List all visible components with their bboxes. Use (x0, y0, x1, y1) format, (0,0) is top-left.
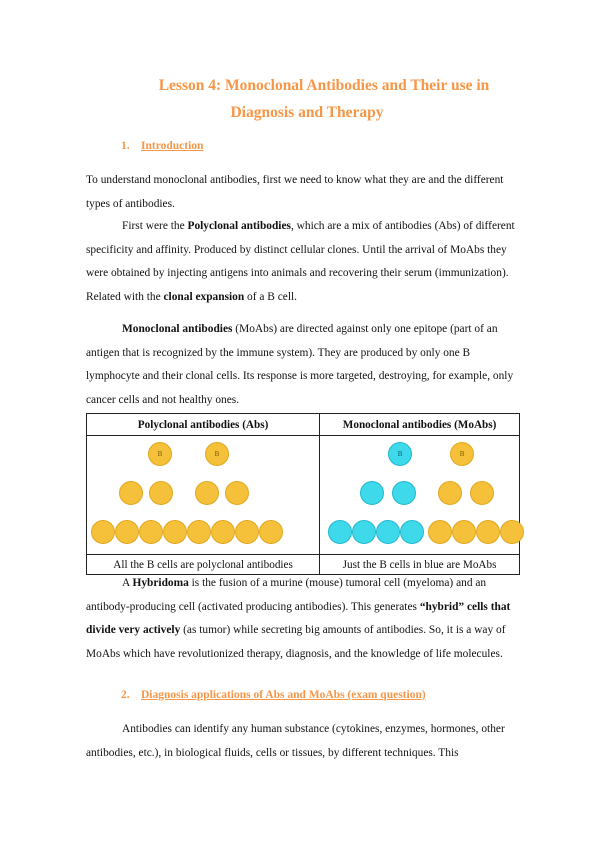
caption-polyclonal: All the B cells are polyclonal antibodies (87, 555, 320, 575)
b-cell-blue (376, 520, 400, 544)
header-polyclonal: Polyclonal antibodies (Abs) (87, 414, 320, 436)
caption-monoclonal: Just the B cells in blue are MoAbs (320, 555, 520, 575)
b-cell (149, 481, 173, 505)
term-polyclonal-antibodies: Polyclonal antibodies (187, 220, 291, 232)
intro-text: To understand monoclonal antibodies, first we need to know what they are and the different types of antibodies. (86, 174, 504, 210)
section-heading-introduction (121, 140, 203, 152)
b-cell (225, 481, 249, 505)
b-cell (187, 520, 211, 544)
text-run: of a B cell. (244, 290, 298, 303)
b-cell: B (205, 442, 229, 466)
text-run: A (122, 577, 133, 589)
b-cell-blue (400, 520, 424, 544)
b-cell: B (148, 442, 172, 466)
text-run: First were the (122, 220, 188, 232)
antibody-comparison-table (86, 413, 520, 575)
b-cell (470, 481, 494, 505)
b-cell (259, 520, 283, 544)
section-number: 2. (121, 689, 130, 701)
polyclonal-cell-pyramid (87, 436, 319, 554)
antibodies-paragraph (86, 718, 518, 765)
b-cell (211, 520, 235, 544)
text-run: (as tumor) while secreting big amounts of antibodies. So, it is a way of MoAbs which have revolutionized therapy, diagnosis, and the knowledge of life molecules. (86, 624, 506, 660)
b-cell-blue (392, 481, 416, 505)
b-cell (500, 520, 524, 544)
section-number: 1. (121, 140, 130, 152)
b-cell (428, 520, 452, 544)
b-cell (235, 520, 259, 544)
text-run: (MoAbs) are directed against only one epitope (part of an antigen that is recognized by the immune system). They are produced by only one B lymphocyte and their clonal cells. Its response is more targeted, destroying, for example, only cancer cells and not healthy ones. (86, 323, 514, 406)
b-cell (139, 520, 163, 544)
header-monoclonal: Monoclonal antibodies (MoAbs) (320, 414, 520, 436)
term-clonal-expansion: clonal expansion (163, 290, 245, 303)
text-run: , which are a mix of antibodies (Abs) of different specificity and affinity. Produced by distinct cellular clones. Until the arrival of MoAbs they were obtained by injecting antigens into animals and recovering their serum (immunization). Related with the (86, 220, 515, 303)
b-cell (195, 481, 219, 505)
antibodies-text: Antibodies can identify any human substance (cytokines, enzymes, hormones, other antibodies, etc.), in biological fluids, cells or tissues, by different techniques. This (86, 723, 505, 759)
lesson-title (0, 72, 600, 126)
hybridoma-paragraph (86, 572, 518, 666)
b-cell (452, 520, 476, 544)
b-cell (119, 481, 143, 505)
b-cell (476, 520, 500, 544)
b-cell: B (450, 442, 474, 466)
monoclonal-diagram-cell (320, 436, 520, 555)
section-title: Diagnosis applications of Abs and MoAbs (exam question) (141, 689, 426, 701)
intro-paragraph (86, 169, 518, 216)
monoclonal-cell-pyramid (320, 436, 519, 554)
b-cell-blue (360, 481, 384, 505)
b-cell-blue (352, 520, 376, 544)
b-cell (91, 520, 115, 544)
section-heading-diagnosis (121, 689, 426, 701)
title-line-2: Diagnosis and Therapy (230, 104, 384, 121)
title-line-1: Lesson 4: Monoclonal Antibodies and Their use in (158, 77, 490, 94)
b-cell-blue: B (388, 442, 412, 466)
polyclonal-diagram-cell (87, 436, 320, 555)
b-cell-blue (328, 520, 352, 544)
b-cell (163, 520, 187, 544)
b-cell (115, 520, 139, 544)
b-cell (438, 481, 462, 505)
polyclonal-paragraph (86, 215, 518, 309)
monoclonal-paragraph (86, 318, 518, 412)
term-hybridoma: Hybridoma (132, 577, 189, 589)
term-hybrid-cells: “hybrid” cells that divide very actively (86, 600, 511, 637)
term-monoclonal-antibodies: Monoclonal antibodies (122, 323, 233, 335)
section-title: Introduction (141, 140, 204, 152)
text-run: is the fusion of a murine (mouse) tumoral cell (myeloma) and an antibody-producing cell (activated producing antibodies). This generates (86, 577, 487, 613)
